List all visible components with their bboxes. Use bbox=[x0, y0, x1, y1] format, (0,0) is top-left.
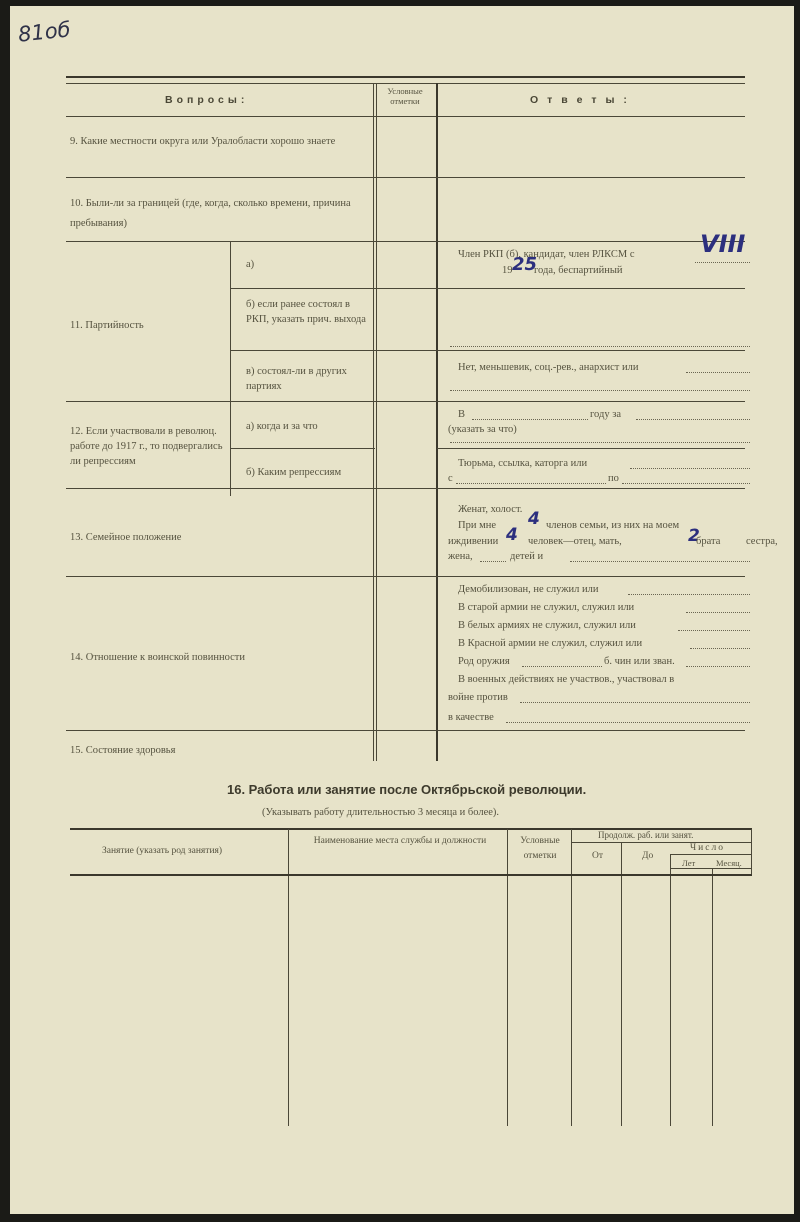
col-occupation: Занятие (указать род занятия) bbox=[102, 846, 223, 856]
question-13-label: 13. Семейное положение bbox=[70, 532, 182, 543]
family-with-me-prefix: При мне bbox=[458, 520, 497, 531]
col-duration: Продолж. раб. или занят. bbox=[598, 830, 694, 840]
family-brothers-handwritten: 2 bbox=[688, 526, 700, 546]
archive-mark: 81об bbox=[16, 17, 72, 47]
military-line-5: Род оружия bbox=[458, 656, 510, 667]
question-12-label: 12. Если участвовали в революц. работе до 1917 г., то подвергались ли репрессиям bbox=[70, 426, 223, 467]
military-line-6: В военных действиях не участвов., участвовал в bbox=[458, 674, 675, 685]
family-with-me-suffix: членов семьи, из них на моем bbox=[546, 520, 680, 531]
repression-to: по bbox=[608, 473, 619, 484]
question-15: 15. Состояние здоровья bbox=[70, 745, 176, 756]
military-line-8: в качестве bbox=[448, 712, 494, 723]
military-line-4: В Красной армии не служил, служил или bbox=[458, 638, 643, 649]
family-status: Женат, холост. bbox=[458, 504, 523, 515]
question-10: 10. Были-ли за границей (где, когда, сколько времени, причина пребывания) bbox=[70, 198, 351, 229]
section-16-subtitle: (Указывать работу длительностью 3 месяца и более). bbox=[262, 807, 500, 818]
party-answer-year-prefix: 19 bbox=[502, 265, 513, 276]
military-rank: б. чин или зван. bbox=[604, 656, 675, 667]
col-from: От bbox=[592, 851, 604, 861]
header-marks: Условные отметки bbox=[387, 86, 423, 106]
form-sheet bbox=[10, 6, 794, 1214]
family-brothers: брата bbox=[696, 536, 721, 547]
question-11a: а) bbox=[246, 259, 255, 270]
repression-year: году за bbox=[590, 409, 622, 420]
family-wife: жена, bbox=[448, 551, 473, 562]
question-11-label: 11. Партийность bbox=[70, 320, 144, 331]
family-dependents-prefix: иждивении bbox=[448, 536, 499, 547]
repression-in: В bbox=[458, 409, 466, 420]
header-questions: Вопросы: bbox=[165, 94, 249, 106]
col-months: Месяц. bbox=[716, 858, 742, 868]
military-line-2: В старой армии не служил, служил или bbox=[458, 602, 635, 613]
col-years: Лет bbox=[682, 858, 696, 868]
question-12b: б) Каким репрессиям bbox=[246, 467, 342, 478]
party-answer-line1: Член РКП (б), кандидат, член РЛКСМ с bbox=[458, 249, 635, 260]
col-place: Наименование места службы и должности bbox=[313, 836, 487, 846]
party-answer-line2: года, беспартийный bbox=[534, 265, 623, 276]
question-9: 9. Какие местности округа или Уралобласти хорошо знаете bbox=[70, 136, 336, 147]
party-year-handwritten: 25 bbox=[512, 254, 538, 275]
header-answers: Ответы: bbox=[530, 94, 636, 106]
question-11c: в) состоял-ли в других партиях bbox=[246, 366, 347, 392]
family-dependents-handwritten: 4 bbox=[506, 525, 518, 545]
repression-specify: (указать за что) bbox=[448, 424, 517, 435]
col-marks: Условные отметки bbox=[520, 836, 560, 861]
military-line-3: В белых армиях не служил, служил или bbox=[458, 620, 636, 631]
question-14-label: 14. Отношение к воинской повинности bbox=[70, 652, 245, 663]
repression-from: с bbox=[448, 473, 453, 484]
party-since-handwritten: VIII bbox=[700, 230, 746, 258]
repression-types: Тюрьма, ссылка, каторга или bbox=[458, 458, 588, 469]
family-children: детей и bbox=[510, 551, 544, 562]
col-to: До bbox=[642, 851, 654, 861]
section-16-title: 16. Работа или занятие после Октябрьской революции. bbox=[227, 782, 587, 797]
family-sister: сестра, bbox=[746, 536, 778, 547]
military-line-1: Демобилизован, не служил или bbox=[458, 584, 599, 595]
question-11b: б) если ранее состоял в РКП, указать прич. выхода bbox=[246, 299, 366, 325]
party-answer-other: Нет, меньшевик, соц.-рев., анархист или bbox=[458, 362, 639, 373]
family-relatives: человек—отец, мать, bbox=[528, 536, 622, 547]
question-12a: а) когда и за что bbox=[246, 421, 318, 432]
col-number: Число bbox=[690, 843, 725, 853]
military-line-7: войне против bbox=[448, 692, 508, 703]
family-with-me-handwritten: 4 bbox=[528, 509, 540, 529]
